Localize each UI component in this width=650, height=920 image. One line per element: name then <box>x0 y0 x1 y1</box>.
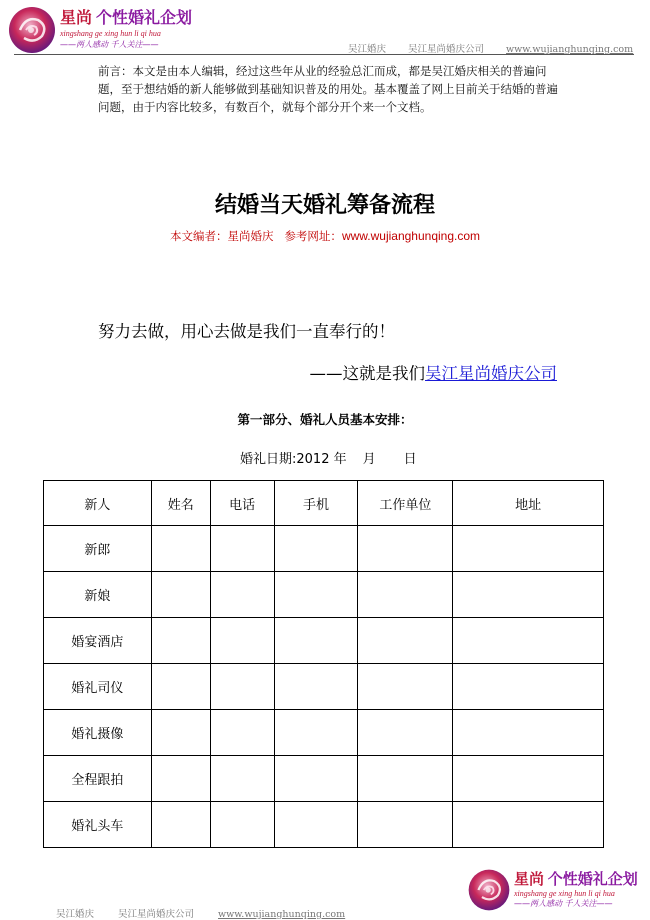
address-cell[interactable] <box>453 664 604 710</box>
logo-pinyin: xingshang ge xing hun li qi hua <box>514 888 615 898</box>
header-cell-address: 地址 <box>453 481 604 526</box>
phone-cell[interactable] <box>210 618 274 664</box>
phone-cell[interactable] <box>210 526 274 572</box>
header-cell-employer: 工作单位 <box>358 481 453 526</box>
phone-cell[interactable] <box>210 756 274 802</box>
byline-ref-label: 参考网址： <box>284 229 342 243</box>
header-cell-mobile: 手机 <box>274 481 358 526</box>
row-label: 婚礼摄像 <box>44 710 152 756</box>
logo-title-part2: 个性婚礼企划 <box>96 10 193 27</box>
header-link-xingshang-company[interactable]: 吴江星尚婚庆公司 <box>408 44 485 55</box>
date-month-label: 月 <box>362 452 376 467</box>
byline <box>0 228 650 244</box>
document-title: 结婚当天婚礼筹备流程 <box>214 193 435 218</box>
mobile-cell[interactable] <box>274 710 358 756</box>
row-label: 新郎 <box>44 526 152 572</box>
table-header-row <box>44 481 604 526</box>
row-label: 婚礼司仪 <box>44 664 152 710</box>
name-cell[interactable] <box>151 618 210 664</box>
motto: 努力去做，用心去做是我们一直奉行的！ <box>98 322 395 341</box>
rose-logo-icon <box>466 867 512 913</box>
logo-pinyin: xingshang ge xing hun li qi hua <box>60 29 161 38</box>
employer-cell[interactable] <box>358 618 453 664</box>
header-links <box>348 41 633 55</box>
footer-links <box>56 906 345 920</box>
address-cell[interactable] <box>453 526 604 572</box>
row-label: 婚宴酒店 <box>44 618 152 664</box>
footer-link-url[interactable]: www.wujianghunqing.com <box>218 909 346 920</box>
table-row <box>44 710 604 756</box>
mobile-cell[interactable] <box>274 572 358 618</box>
name-cell[interactable] <box>151 710 210 756</box>
address-cell[interactable] <box>453 710 604 756</box>
header-cell-phone: 电话 <box>210 481 274 526</box>
row-label: 全程跟拍 <box>44 756 152 802</box>
mobile-cell[interactable] <box>274 756 358 802</box>
mobile-cell[interactable] <box>274 618 358 664</box>
mobile-cell[interactable] <box>274 526 358 572</box>
date-day-label: 日 <box>403 452 417 467</box>
table-row <box>44 526 604 572</box>
byline-editor: 本文编者：星尚婚庆 <box>169 229 274 243</box>
employer-cell[interactable] <box>358 572 453 618</box>
header-link-wujiang-wedding[interactable]: 吴江婚庆 <box>348 44 387 55</box>
name-cell[interactable] <box>151 526 210 572</box>
logo-title-part2: 个性婚礼企划 <box>547 871 638 888</box>
employer-cell[interactable] <box>358 664 453 710</box>
employer-cell[interactable] <box>358 710 453 756</box>
logo-slogan: ——两人感动 千人关注—— <box>514 898 613 908</box>
company-logo-bottom <box>466 864 644 916</box>
footer-link-wujiang-wedding[interactable]: 吴江婚庆 <box>56 909 95 920</box>
header-divider <box>14 54 634 55</box>
address-cell[interactable] <box>453 756 604 802</box>
phone-cell[interactable] <box>210 802 274 848</box>
preface-paragraph: 前言：本文是由本人编辑，经过这些年从业的经验总汇而成，都是吴江婚庆相关的普遍问题，至于想结婚的新人能够做到基础知识普及的用处。基本覆盖了网上目前关于结婚的普遍问题，由于内容比较多，有数百个，就每个部分开个来一个文档。 <box>98 64 558 114</box>
name-cell[interactable] <box>151 802 210 848</box>
byline-url[interactable]: www.wujianghunqing.com <box>341 229 481 243</box>
logo-title-part1: 星尚 <box>60 10 93 27</box>
header-cell-name: 姓名 <box>151 481 210 526</box>
date-year-label: 婚礼日期:2012 年 <box>240 452 347 467</box>
phone-cell[interactable] <box>210 664 274 710</box>
name-cell[interactable] <box>151 572 210 618</box>
signature-prefix: ——这就是我们 <box>309 364 425 383</box>
table-row <box>44 664 604 710</box>
address-cell[interactable] <box>453 572 604 618</box>
logo-slogan: ——两人感动 千人关注—— <box>60 40 159 49</box>
logo-title-part1: 星尚 <box>514 871 545 888</box>
section-heading: 第一部分、婚礼人员基本安排： <box>237 412 413 427</box>
header-link-url[interactable]: www.wujianghunqing.com <box>506 44 634 55</box>
mobile-cell[interactable] <box>274 802 358 848</box>
table-row <box>44 802 604 848</box>
company-link[interactable]: 吴江星尚婚庆公司 <box>425 364 557 383</box>
footer-link-xingshang-company[interactable]: 吴江星尚婚庆公司 <box>118 909 195 920</box>
employer-cell[interactable] <box>358 756 453 802</box>
company-logo-top <box>6 2 198 58</box>
phone-cell[interactable] <box>210 710 274 756</box>
employer-cell[interactable] <box>358 526 453 572</box>
phone-cell[interactable] <box>210 572 274 618</box>
table-row <box>44 756 604 802</box>
employer-cell[interactable] <box>358 802 453 848</box>
address-cell[interactable] <box>453 802 604 848</box>
name-cell[interactable] <box>151 664 210 710</box>
address-cell[interactable] <box>453 618 604 664</box>
rose-logo-icon <box>6 4 58 56</box>
table-row <box>44 572 604 618</box>
staff-table <box>43 480 604 848</box>
name-cell[interactable] <box>151 756 210 802</box>
mobile-cell[interactable] <box>274 664 358 710</box>
signature <box>310 360 558 384</box>
row-label: 新娘 <box>44 572 152 618</box>
row-label: 婚礼头车 <box>44 802 152 848</box>
header-cell-role: 新人 <box>44 481 152 526</box>
table-row <box>44 618 604 664</box>
wedding-date-line <box>240 448 417 467</box>
